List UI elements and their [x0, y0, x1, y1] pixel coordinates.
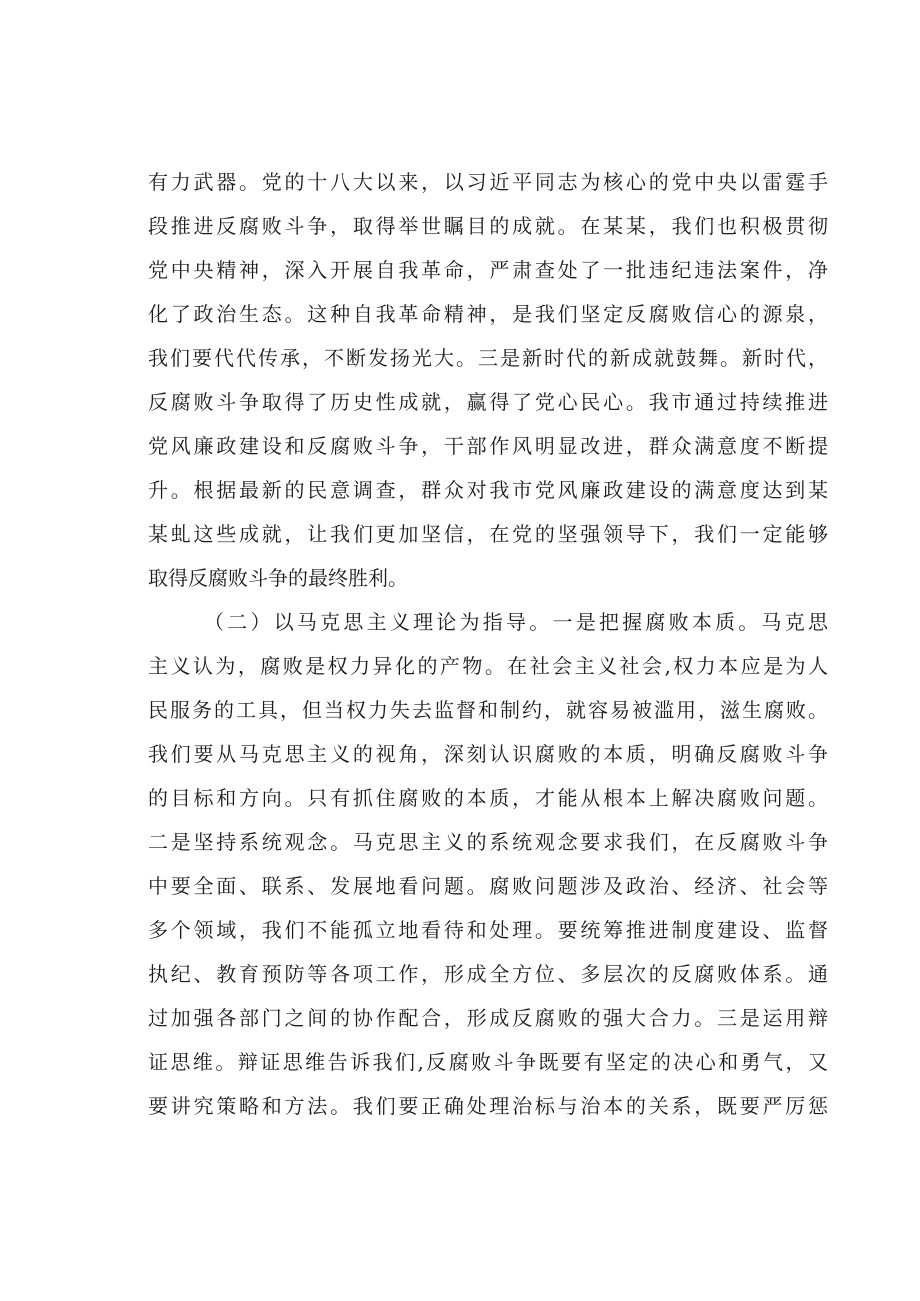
- text-line: 某虬这些成就，让我们更加坚信，在党的坚强领导下，我们一定能够: [148, 522, 828, 546]
- text-line: 证思维。辩证思维告诉我们,反腐败斗争既要有坚定的决心和勇气，又: [148, 1050, 828, 1074]
- text-line: 过加强各部门之间的协作配合，形成反腐败的强大合力。三是运用辩: [148, 1006, 828, 1030]
- text-line: 取得反腐败斗争的最终胜利。: [148, 566, 408, 590]
- text-line: 要讲究策略和方法。我们要正确处理治标与治本的关系，既要严厉惩: [148, 1094, 828, 1118]
- text-line: 升。根据最新的民意调查，群众对我市党风廉政建设的满意度达到某: [148, 478, 828, 502]
- text-line: 反腐败斗争取得了历史性成就，赢得了党心民心。我市通过持续推进: [148, 390, 828, 414]
- text-line: 我们要代代传承，不断发扬光大。三是新时代的新成就鼓舞。新时代，: [148, 346, 828, 370]
- text-line: 主义认为，腐败是权力异化的产物。在社会主义社会,权力本应是为人: [148, 654, 828, 678]
- text-line: 有力武器。党的十八大以来，以习近平同志为核心的党中央以雷霆手: [148, 170, 828, 194]
- text-line: 化了政治生态。这种自我革命精神，是我们坚定反腐败信心的源泉，: [148, 302, 828, 326]
- text-line: 中要全面、联系、发展地看问题。腐败问题涉及政治、经济、社会等: [148, 874, 828, 898]
- document-body: [148, 160, 828, 1128]
- text-line: 执纪、教育预防等各项工作，形成全方位、多层次的反腐败体系。通: [148, 962, 828, 986]
- text-line: 二是坚持系统观念。马克思主义的系统观念要求我们，在反腐败斗争: [148, 830, 828, 854]
- paragraph-2: [148, 600, 828, 1128]
- paragraph-1: [148, 160, 828, 600]
- section-heading-line: （二）以马克思主义理论为指导。一是把握腐败本质。马克思: [204, 610, 828, 634]
- text-line: 段推进反腐败斗争，取得举世瞩目的成就。在某某，我们也积极贯彻: [148, 214, 828, 238]
- text-line: 多个领域，我们不能孤立地看待和处理。要统筹推进制度建设、监督: [148, 918, 828, 942]
- text-line: 党中央精神，深入开展自我革命，严肃查处了一批违纪违法案件，净: [148, 258, 828, 282]
- text-line: 我们要从马克思主义的视角，深刻认识腐败的本质，明确反腐败斗争: [148, 742, 828, 766]
- text-line: 党风廉政建设和反腐败斗争，干部作风明显改进，群众满意度不断提: [148, 434, 828, 458]
- text-line: 民服务的工具，但当权力失去监督和制约，就容易被滥用，滋生腐败。: [148, 698, 828, 722]
- text-line: 的目标和方向。只有抓住腐败的本质，才能从根本上解决腐败问题。: [148, 786, 828, 810]
